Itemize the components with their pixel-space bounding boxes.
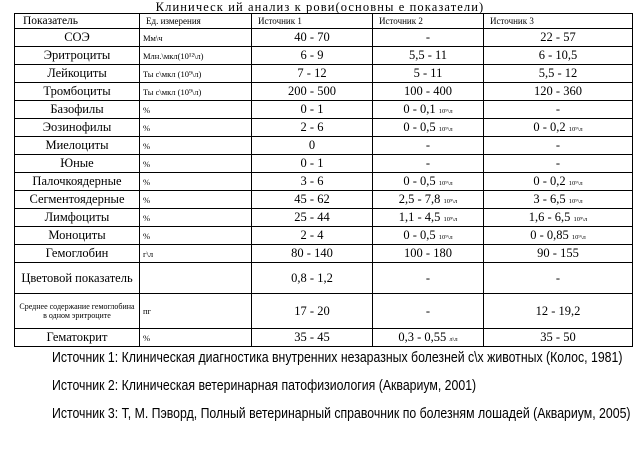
- source-2-cell: [373, 263, 484, 294]
- source-3-cell-text: 1,6 - 6,5: [528, 210, 571, 224]
- source-3-cell: [484, 47, 633, 65]
- header-source-1: Источник 1: [252, 14, 373, 29]
- sources-list: [52, 344, 631, 428]
- indicator-cell-text: Миелоциты: [45, 138, 109, 152]
- unit-cell-text: Мм\ч: [143, 32, 163, 43]
- indicator-cell: [15, 83, 140, 101]
- source-2-cell-text: 0 - 0,1: [403, 102, 436, 116]
- indicator-cell: [15, 47, 140, 65]
- source-1-cell-text: 40 - 70: [294, 30, 330, 44]
- indicator-cell: [15, 155, 140, 173]
- source-3-cell-text: 3 - 6,5: [533, 192, 566, 206]
- source-1-cell-text: 45 - 62: [294, 192, 330, 206]
- source-1-cell: [252, 209, 373, 227]
- indicator-cell-text: Базофилы: [50, 102, 104, 116]
- indicator-cell-text: Тромбоциты: [43, 84, 111, 98]
- unit-cell: [140, 137, 252, 155]
- unit-cell-text: пг: [143, 306, 152, 316]
- table-row: [15, 119, 633, 137]
- source-2-cell: [373, 191, 484, 209]
- source-2-cell: [373, 294, 484, 329]
- indicator-cell: [15, 29, 140, 47]
- source-3-cell: [484, 245, 633, 263]
- indicator-cell-text: Цветовой показатель: [21, 270, 133, 285]
- source-1-cell-text: 2 - 4: [300, 228, 324, 242]
- source-3-cell: [484, 137, 633, 155]
- source-3-cell: [484, 191, 633, 209]
- source-3-cell-text: -: [555, 138, 561, 152]
- indicator-cell: [15, 101, 140, 119]
- unit-cell: [140, 263, 252, 294]
- indicator-cell: [15, 294, 140, 329]
- source-1-cell-text: 80 - 140: [291, 246, 333, 260]
- source-2-cell-unit: 10⁹\л: [438, 234, 453, 241]
- source-2-cell-text: 2,5 - 7,8: [398, 192, 441, 206]
- indicator-cell-text: СОЭ: [64, 30, 90, 44]
- unit-cell-text: Ты с\мкл (10⁹\л): [143, 86, 202, 97]
- source-3-cell-text: 6 - 10,5: [538, 48, 578, 62]
- table-row: [15, 227, 633, 245]
- source-1-cell: [252, 263, 373, 294]
- source-1-cell: [252, 119, 373, 137]
- source-2-cell: [373, 101, 484, 119]
- source-2-cell-unit: л\л: [449, 336, 458, 343]
- indicator-cell-text: Моноциты: [48, 228, 106, 242]
- source-3-cell-unit: 10⁹\л: [571, 234, 586, 241]
- table-row: [15, 245, 633, 263]
- source-2-cell-text: 5,5 - 11: [408, 48, 448, 62]
- unit-cell-text: %: [143, 176, 151, 187]
- unit-cell-text: %: [143, 140, 151, 151]
- source-3-cell: [484, 227, 633, 245]
- unit-cell: [140, 191, 252, 209]
- unit-cell: [140, 29, 252, 47]
- source-2-cell: [373, 29, 484, 47]
- source-3-cell: [484, 173, 633, 191]
- source-2-cell-text: 0,3 - 0,55: [398, 330, 447, 344]
- indicator-cell-text: Гематокрит: [46, 330, 108, 344]
- source-3-cell: [484, 209, 633, 227]
- indicator-cell: [15, 173, 140, 191]
- source-2-cell: [373, 119, 484, 137]
- source-1-cell-text: 0 - 1: [300, 156, 324, 170]
- source-3-cell-text: 5,5 - 12: [538, 66, 578, 80]
- source-1-cell: [252, 65, 373, 83]
- unit-cell: [140, 119, 252, 137]
- source-1-cell: [252, 245, 373, 263]
- indicator-cell-text: Эритроциты: [43, 48, 111, 62]
- source-2-cell-text: -: [425, 138, 431, 152]
- unit-cell-text: %: [143, 212, 151, 223]
- unit-cell-text: %: [143, 104, 151, 115]
- source-1-cell: [252, 155, 373, 173]
- source-1-cell-text: 2 - 6: [300, 120, 324, 134]
- table-row: [15, 209, 633, 227]
- source-3-cell: [484, 155, 633, 173]
- unit-cell: [140, 209, 252, 227]
- unit-cell: [140, 101, 252, 119]
- unit-cell: [140, 227, 252, 245]
- source-3-cell-unit: 10⁹\л: [568, 126, 583, 133]
- source-2-cell: [373, 65, 484, 83]
- source-1-cell-text: 7 - 12: [297, 66, 327, 80]
- table-row: [15, 263, 633, 294]
- unit-cell-text: %: [143, 332, 151, 343]
- unit-cell-text: Млн.\мкл(10¹²\л): [143, 50, 204, 61]
- indicator-cell: [15, 119, 140, 137]
- table-row: [15, 294, 633, 329]
- indicator-cell: [15, 245, 140, 263]
- indicator-cell-text: Лейкоциты: [47, 66, 107, 80]
- indicator-cell-text: Гемоглобин: [45, 246, 109, 260]
- table-header-row: [15, 14, 633, 29]
- source-2-cell: [373, 83, 484, 101]
- source-2-cell-text: -: [425, 156, 431, 170]
- source-2-cell-unit: 10⁹\л: [438, 126, 453, 133]
- unit-cell-text: %: [143, 122, 151, 133]
- source-1-citation: Источник 1: Клиническая диагностика внутренних незаразных болезней с\х животных (Колос, 1981): [52, 349, 623, 366]
- source-3-cell-text: 120 - 360: [534, 84, 582, 98]
- source-1-cell-text: 25 - 44: [294, 210, 330, 224]
- header-unit: Ед. измерения: [140, 14, 252, 29]
- indicator-cell-text: Эозинофилы: [42, 120, 112, 134]
- source-1-cell: [252, 173, 373, 191]
- unit-cell: [140, 173, 252, 191]
- indicator-cell-text: Сегментоядерные: [29, 192, 125, 206]
- source-3-cell-text: 12 - 19,2: [535, 303, 581, 318]
- source-1-cell: [252, 83, 373, 101]
- unit-cell: [140, 83, 252, 101]
- unit-cell-text: г\л: [143, 248, 154, 259]
- unit-cell: [140, 47, 252, 65]
- source-3-cell-text: 0 - 0,2: [533, 174, 566, 188]
- source-3-cell-unit: 10⁹\л: [568, 180, 583, 187]
- source-3-cell-unit: 10⁹\л: [568, 198, 583, 205]
- source-2-cell-text: -: [425, 30, 431, 44]
- source-2-cell-text: 5 - 11: [413, 66, 443, 80]
- source-2-cell-text: 100 - 180: [404, 246, 452, 260]
- source-2-cell-text: -: [425, 270, 431, 285]
- source-2-cell: [373, 137, 484, 155]
- source-1-cell-text: 0: [308, 138, 316, 152]
- source-1-cell-text: 6 - 9: [300, 48, 324, 62]
- source-3-cell: [484, 294, 633, 329]
- source-3-cell: [484, 119, 633, 137]
- table-row: [15, 65, 633, 83]
- table-row: [15, 137, 633, 155]
- source-2-cell: [373, 245, 484, 263]
- source-2-cell-unit: 10⁹\л: [443, 198, 458, 205]
- indicator-cell: [15, 137, 140, 155]
- unit-cell: [140, 65, 252, 83]
- source-3-cell: [484, 29, 633, 47]
- indicator-cell: [15, 191, 140, 209]
- source-2-cell: [373, 155, 484, 173]
- source-1-cell-text: 35 - 45: [294, 330, 330, 344]
- source-3-cell-text: -: [555, 102, 561, 116]
- source-3-cell: [484, 65, 633, 83]
- indicator-cell-text: Лимфоциты: [44, 210, 110, 224]
- source-3-cell-unit: 10⁹\л: [573, 216, 588, 223]
- source-1-cell: [252, 227, 373, 245]
- indicator-cell: [15, 263, 140, 294]
- table-row: [15, 47, 633, 65]
- header-source-3: Источник 3: [484, 14, 633, 29]
- source-2-citation: Источник 2: Клиническая ветеринарная патофизиология (Аквариум, 2001): [52, 377, 477, 394]
- indicator-cell: [15, 209, 140, 227]
- source-2-cell-text: 100 - 400: [404, 84, 452, 98]
- table-row: [15, 191, 633, 209]
- indicator-cell-text: Палочкоядерные: [32, 174, 122, 188]
- source-2-cell-unit: 10⁹\л: [438, 180, 453, 187]
- source-3-cell: [484, 83, 633, 101]
- table-title: Клиническ ий анализ к рови(основны е показатели): [155, 0, 485, 14]
- unit-cell-text: Ты с\мкл (10⁹\л): [143, 68, 202, 79]
- header-source-2: Источник 2: [373, 14, 484, 29]
- unit-cell: [140, 155, 252, 173]
- source-1-cell-text: 17 - 20: [294, 303, 330, 318]
- source-3-cell-text: 22 - 57: [540, 30, 576, 44]
- source-1-cell: [252, 47, 373, 65]
- indicator-cell: [15, 227, 140, 245]
- source-1-cell-text: 200 - 500: [288, 84, 336, 98]
- unit-cell-text: %: [143, 230, 151, 241]
- source-1-cell-text: 0,8 - 1,2: [291, 270, 333, 285]
- source-1-cell: [252, 29, 373, 47]
- source-3-cell-text: -: [555, 270, 561, 285]
- source-3-cell-text: 35 - 50: [540, 330, 576, 344]
- source-2-cell: [373, 173, 484, 191]
- indicator-cell-text: Юные: [60, 156, 94, 170]
- table-row: [15, 101, 633, 119]
- source-1-cell-text: 3 - 6: [300, 174, 324, 188]
- source-1-cell: [252, 101, 373, 119]
- source-2-cell-unit: 10⁹\л: [443, 216, 458, 223]
- source-2-cell: [373, 47, 484, 65]
- source-3-cell-text: 0 - 0,2: [533, 120, 566, 134]
- source-3-cell-text: 0 - 0,85: [530, 228, 569, 242]
- source-3-cell: [484, 263, 633, 294]
- table-row: [15, 29, 633, 47]
- unit-cell: [140, 294, 252, 329]
- source-2-cell-unit: 10⁹\л: [438, 108, 453, 115]
- unit-cell-text: %: [143, 158, 151, 169]
- source-2-cell-text: 1,1 - 4,5: [398, 210, 441, 224]
- blood-analysis-table: [14, 13, 633, 347]
- indicator-cell-text: Среднее содержание гемоглобина в одном эритроците: [19, 302, 135, 320]
- source-2-cell-text: 0 - 0,5: [403, 174, 436, 188]
- source-3-cell-text: 90 - 155: [537, 246, 579, 260]
- indicator-cell: [15, 65, 140, 83]
- source-2-cell: [373, 227, 484, 245]
- source-2-cell-text: 0 - 0,5: [403, 120, 436, 134]
- source-1-cell: [252, 294, 373, 329]
- source-2-cell-text: -: [425, 303, 431, 318]
- source-1-cell: [252, 191, 373, 209]
- table-row: [15, 83, 633, 101]
- table-row: [15, 155, 633, 173]
- table-row: [15, 173, 633, 191]
- source-2-cell-text: 0 - 0,5: [403, 228, 436, 242]
- source-1-cell: [252, 137, 373, 155]
- source-1-cell-text: 0 - 1: [300, 102, 324, 116]
- source-3-cell: [484, 101, 633, 119]
- header-indicator: Показатель: [15, 14, 140, 29]
- unit-cell: [140, 245, 252, 263]
- source-3-citation: Источник 3: Т, М. Пэворд, Полный ветеринарный справочник по болезням лошадей (Аквариум, 2005): [52, 405, 631, 422]
- source-3-cell-text: -: [555, 156, 561, 170]
- unit-cell-text: %: [143, 194, 151, 205]
- source-2-cell: [373, 209, 484, 227]
